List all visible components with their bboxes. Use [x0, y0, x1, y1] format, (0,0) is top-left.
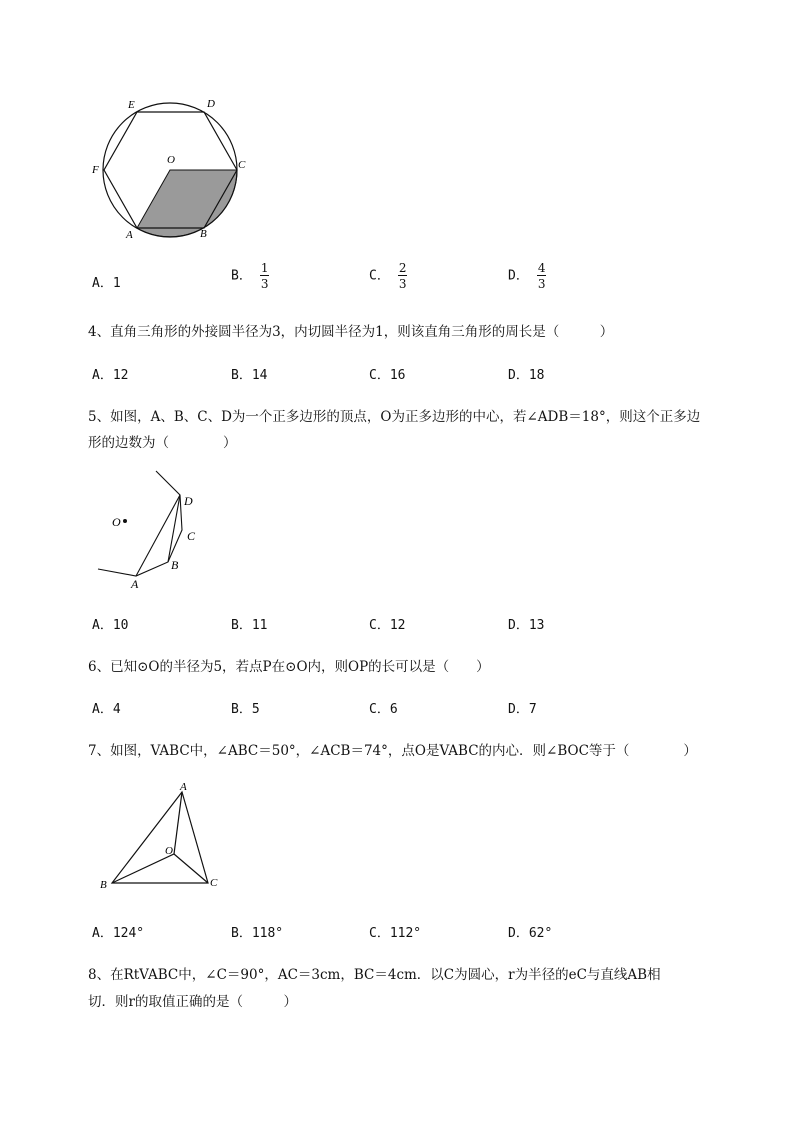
q6-option-b[interactable]: B．5: [231, 702, 260, 717]
q6-option-c[interactable]: C．6: [369, 702, 398, 717]
figure-hexagon-circle: [88, 92, 258, 242]
question-8-line-1: 8、在RtVABC中，∠C＝90°，AC＝3cm，BC＝4cm．以C为圆心，r为半径的eC与直线AB相: [88, 967, 661, 983]
triangle-ABC: [112, 792, 208, 883]
q5-option-d[interactable]: D．13: [508, 618, 545, 633]
fraction: $\frac{4}{3}$: [537, 261, 546, 291]
label-C: C: [238, 159, 246, 171]
label-C: C: [187, 529, 196, 543]
q6-option-d[interactable]: D．7: [508, 702, 537, 717]
fraction: $\frac{1}{3}$: [260, 261, 269, 291]
q7-option-a[interactable]: A．124°: [92, 926, 145, 941]
label-B: B: [100, 879, 107, 891]
label-C: C: [210, 877, 218, 889]
center-point: [123, 519, 127, 523]
question-7: 7、如图，VABC中，∠ABC＝50°，∠ACB＝74°，点O是VABC的内心．则∠BOC等于（ ）: [88, 743, 697, 759]
label-E: E: [128, 99, 135, 111]
question-5-line-1: 5、如图，A、B、C、D为一个正多边形的顶点，O为正多边形的中心，若∠ADB＝18°，则这个正多边: [88, 409, 701, 425]
label-O: O: [112, 515, 121, 529]
label-O: O: [165, 845, 173, 857]
q3-option-b[interactable]: B． $\frac{1}{3}$: [231, 261, 269, 291]
question-6: 6、已知⊙O的半径为5，若点P在⊙O内，则OP的长可以是（ ）: [88, 659, 490, 675]
q5-option-b[interactable]: B．11: [231, 618, 268, 633]
figure-regular-polygon: [94, 468, 214, 594]
label-B: B: [200, 228, 207, 240]
label-D: D: [184, 494, 193, 508]
fraction: $\frac{2}{3}$: [398, 261, 407, 291]
figure-triangle-incenter: [96, 782, 226, 892]
label-O: O: [167, 154, 175, 166]
label-F: F: [92, 164, 99, 176]
polygon-edges: [98, 471, 182, 576]
q6-option-a[interactable]: A．4: [92, 702, 121, 717]
shaded-sector: [137, 170, 237, 237]
label-A: A: [126, 229, 133, 241]
q7-option-b[interactable]: B．118°: [231, 926, 284, 941]
label-D: D: [207, 98, 215, 110]
question-8-line-2: 切．则r的取值正确的是（ ）: [88, 994, 297, 1010]
q4-option-b[interactable]: B．14: [231, 368, 268, 383]
q4-option-c[interactable]: C．16: [369, 368, 406, 383]
label-A: A: [180, 782, 187, 793]
q4-option-d[interactable]: D．18: [508, 368, 545, 383]
q4-option-a[interactable]: A．12: [92, 368, 129, 383]
label-B: B: [171, 558, 179, 572]
q3-option-a[interactable]: A．1: [92, 276, 121, 291]
question-4: 4、直角三角形的外接圆半径为3，内切圆半径为1，则该直角三角形的周长是（ ）: [88, 324, 614, 340]
q3-option-c[interactable]: C． $\frac{2}{3}$: [369, 261, 407, 291]
q5-option-c[interactable]: C．12: [369, 618, 406, 633]
q7-option-c[interactable]: C．112°: [369, 926, 422, 941]
label-A: A: [131, 577, 139, 591]
q3-option-d[interactable]: D． $\frac{4}{3}$: [508, 261, 546, 291]
question-5-line-2: 形的边数为（ ）: [88, 435, 237, 451]
segments-BOC: [112, 854, 208, 883]
q5-option-a[interactable]: A．10: [92, 618, 129, 633]
q7-option-d[interactable]: D．62°: [508, 926, 553, 941]
